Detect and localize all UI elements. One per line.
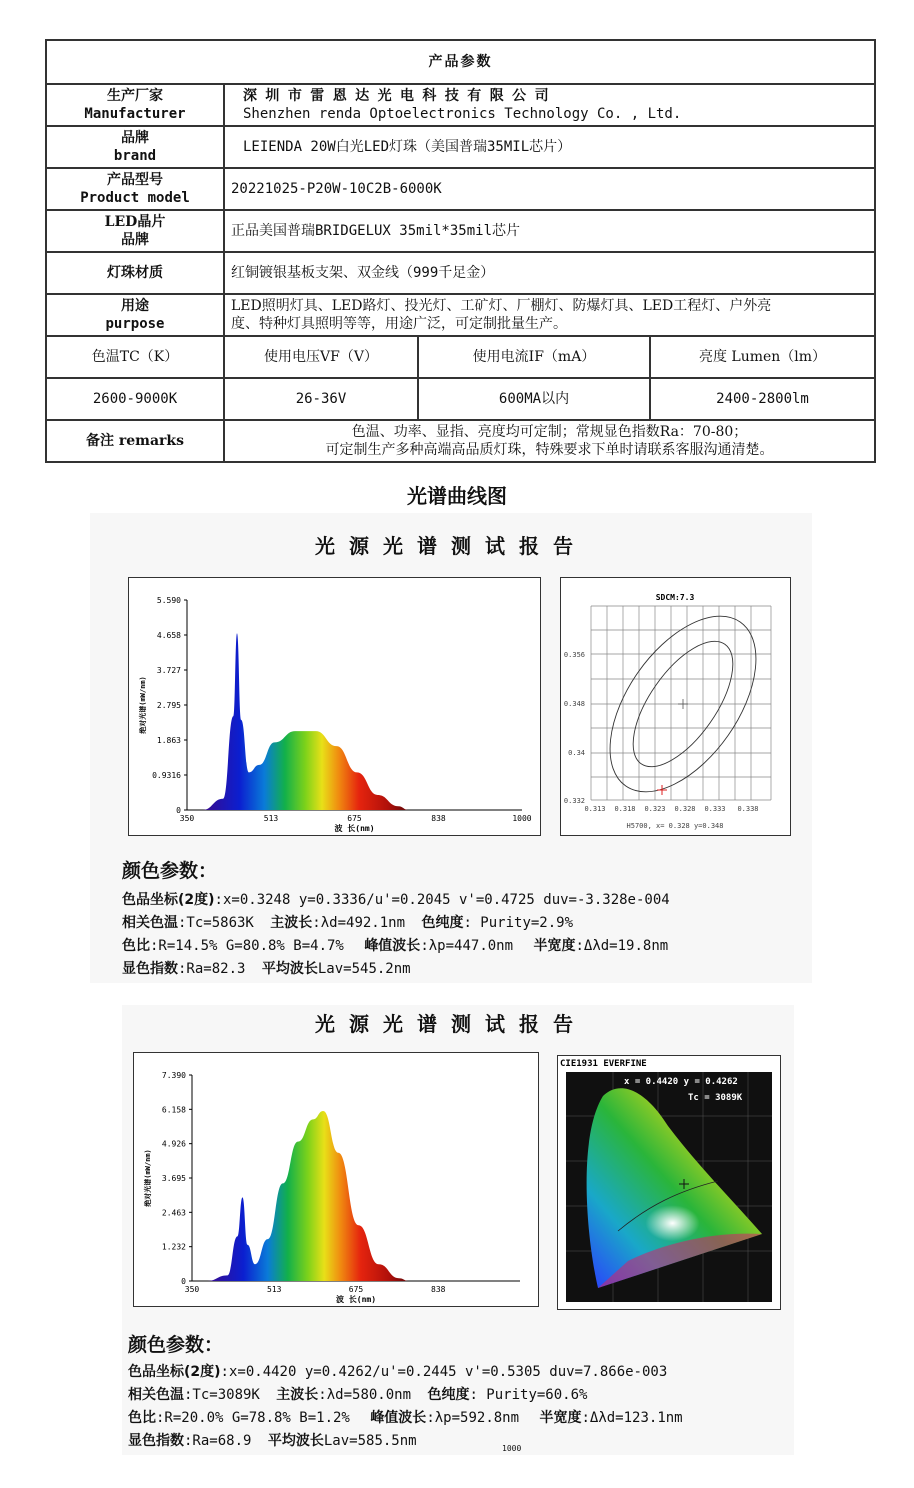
sdcm-xtick: 0.323 [644,805,666,813]
sdcm-xtick: 0.333 [704,805,726,813]
spectrum-area [202,633,408,810]
x-tick-label: 675 [347,814,362,823]
col-header-lumen: 亮度 Lumen（lm） [650,336,875,378]
y-tick-label: 2.795 [156,701,181,710]
y-tick-label: 1.863 [156,736,181,745]
x-tick-label: 838 [431,1285,446,1294]
sdcm-title: SDCM:7.3 [655,593,695,602]
param-line-3: 色比:R=14.5% G=80.8% B=4.7% 峰值波长:λp=447.0nm 半宽度:Δλd=19.8nm [122,938,669,954]
sdcm-ytick: 0.348 [563,700,585,708]
y-tick-label: 3.695 [161,1174,186,1183]
value-vf: 26-36V [224,378,418,420]
y-tick-label: 0 [181,1277,186,1286]
x-tick-label: 1000 [512,814,532,823]
col-header-tc: 色温TC（K） [46,336,224,378]
remarks-value: 色温、功率、显指、亮度均可定制；常规显色指数Ra：70-80； 可定制生产多种高端高品质灯珠，特殊要求下单时请联系客服沟通清楚。 [224,420,875,462]
y-tick-label: 5.590 [156,596,181,605]
spec-title: 产品参数 [46,40,875,84]
chip-value: 正品美国普瑞BRIDGELUX 35mil*35mil芯片 [224,210,875,252]
sdcm-ytick: 0.356 [563,651,585,659]
cie-tc: Tc = 3089K [688,1093,743,1103]
purpose-label: 用途 purpose [46,294,224,336]
param-line-1: 色品坐标(2度):x=0.3248 y=0.3336/u'=0.2045 v'=0.4725 duv=-3.328e-004 [122,892,670,908]
x-tick-label: 513 [263,814,279,823]
brand-value: LEIENDA 20W白光LED灯珠（美国普瑞35MIL芯片） [224,126,875,168]
x-axis-label: 波 长(nm) [335,1295,377,1304]
y-axis-label: 绝对光谱(mW/nm) [144,1149,152,1207]
cie-svg [558,1056,780,1309]
cie-diagram [557,1055,781,1310]
x-tick-label: 513 [267,1285,282,1294]
param-line-6: 相关色温:Tc=3089K 主波长:λd=580.0nm 色纯度: Purity=60.6% [128,1387,588,1403]
measured-point-marker [657,785,667,795]
manufacturer-value: 深 圳 市 雷 恩 达 光 电 科 技 有 限 公 司 Shenzhen renda Optoelectronics Technology Co. , Ltd. [224,84,875,126]
value-if: 600MA以内 [418,378,650,420]
remarks-label: 备注 remarks [46,420,224,462]
material-label: 灯珠材质 [46,252,224,294]
x-tick-label: 675 [348,1285,364,1294]
sdcm-xtick: 0.313 [584,805,606,813]
y-axis-label: 绝对光谱(mW/nm) [139,676,147,734]
manufacturer-label: 生产厂家 Manufacturer [46,84,224,126]
material-value: 红铜镀银基板支架、双金线（999千足金） [224,252,875,294]
chip-label: LED晶片 品牌 [46,210,224,252]
param-line-7: 色比:R=20.0% G=78.8% B=1.2% 峰值波长:λp=592.8nm 半宽度:Δλd=123.1nm [128,1410,683,1426]
y-tick-label: 4.658 [156,631,181,640]
y-tick-label: 2.463 [161,1208,186,1218]
y-tick-label: 0.9316 [152,771,181,780]
report-title-1: 光源光谱测试报告 [315,534,587,558]
y-tick-label: 7.390 [161,1071,186,1080]
spectrum-chart-1 [128,577,541,836]
section-title: 光谱曲线图 [407,484,507,508]
value-tc: 2600-9000K [46,378,224,420]
model-value: 20221025-P20W-10C2B-6000K [224,168,875,210]
col-header-if: 使用电流IF（mA） [418,336,650,378]
spectrum-svg-1 [129,578,540,835]
params-title-1: 颜色参数： [122,860,218,882]
sdcm-chart [560,577,791,836]
spectrum-chart-2 [133,1052,539,1307]
brand-label: 品牌 brand [46,126,224,168]
sdcm-ytick: 0.332 [563,797,585,805]
y-tick-label: 3.727 [156,666,181,675]
center-marker [678,699,688,709]
value-lumen: 2400-2800lm [650,378,875,420]
x-axis-label: 波 长(nm) [334,824,375,833]
param-line-5: 色品坐标(2度):x=0.4420 y=0.4262/u'=0.2445 v'=0.5305 duv=7.866e-003 [128,1364,668,1380]
spectrum-svg-2 [134,1053,538,1306]
y-tick-label: 4.926 [161,1139,186,1149]
x-tick-label: 838 [431,814,446,823]
spectrum-area [207,1111,409,1281]
sdcm-ytick: 0.34 [568,749,585,757]
y-tick-label: 0 [176,806,181,815]
y-tick-label: 1.232 [161,1242,186,1252]
param-line-8: 显色指数:Ra=68.9 平均波长Lav=585.5nm [128,1433,417,1449]
y-tick-label: 6.158 [161,1105,186,1115]
stray-tick-label: 1000 [502,1444,522,1453]
sdcm-caption: H5700, x= 0.328 y=0.348 [626,822,724,830]
col-header-vf: 使用电压VF（V） [224,336,418,378]
sdcm-xtick: 0.318 [614,805,636,813]
model-label: 产品型号 Product model [46,168,224,210]
cie-title: CIE1931 EVERFINE [560,1059,647,1069]
purpose-value: LED照明灯具、LED路灯、投光灯、工矿灯、厂棚灯、防爆灯具、LED工程灯、户外亮 度、特种灯具照明等等，用途广泛，可定制批量生产。 [224,294,875,336]
param-line-4: 显色指数:Ra=82.3 平均波长Lav=545.2nm [122,961,411,977]
spec-table [45,39,876,463]
sdcm-xtick: 0.328 [674,805,696,813]
cie-coords: x = 0.4420 y = 0.4262 [624,1077,738,1087]
x-tick-label: 350 [179,814,195,823]
sdcm-svg [561,578,790,835]
sdcm-xtick: 0.338 [737,805,759,813]
x-tick-label: 350 [184,1285,200,1294]
params-title-2: 颜色参数： [128,1334,224,1356]
report-title-2: 光源光谱测试报告 [315,1012,587,1036]
param-line-2: 相关色温:Tc=5863K 主波长:λd=492.1nm 色纯度: Purity=2.9% [122,915,574,931]
